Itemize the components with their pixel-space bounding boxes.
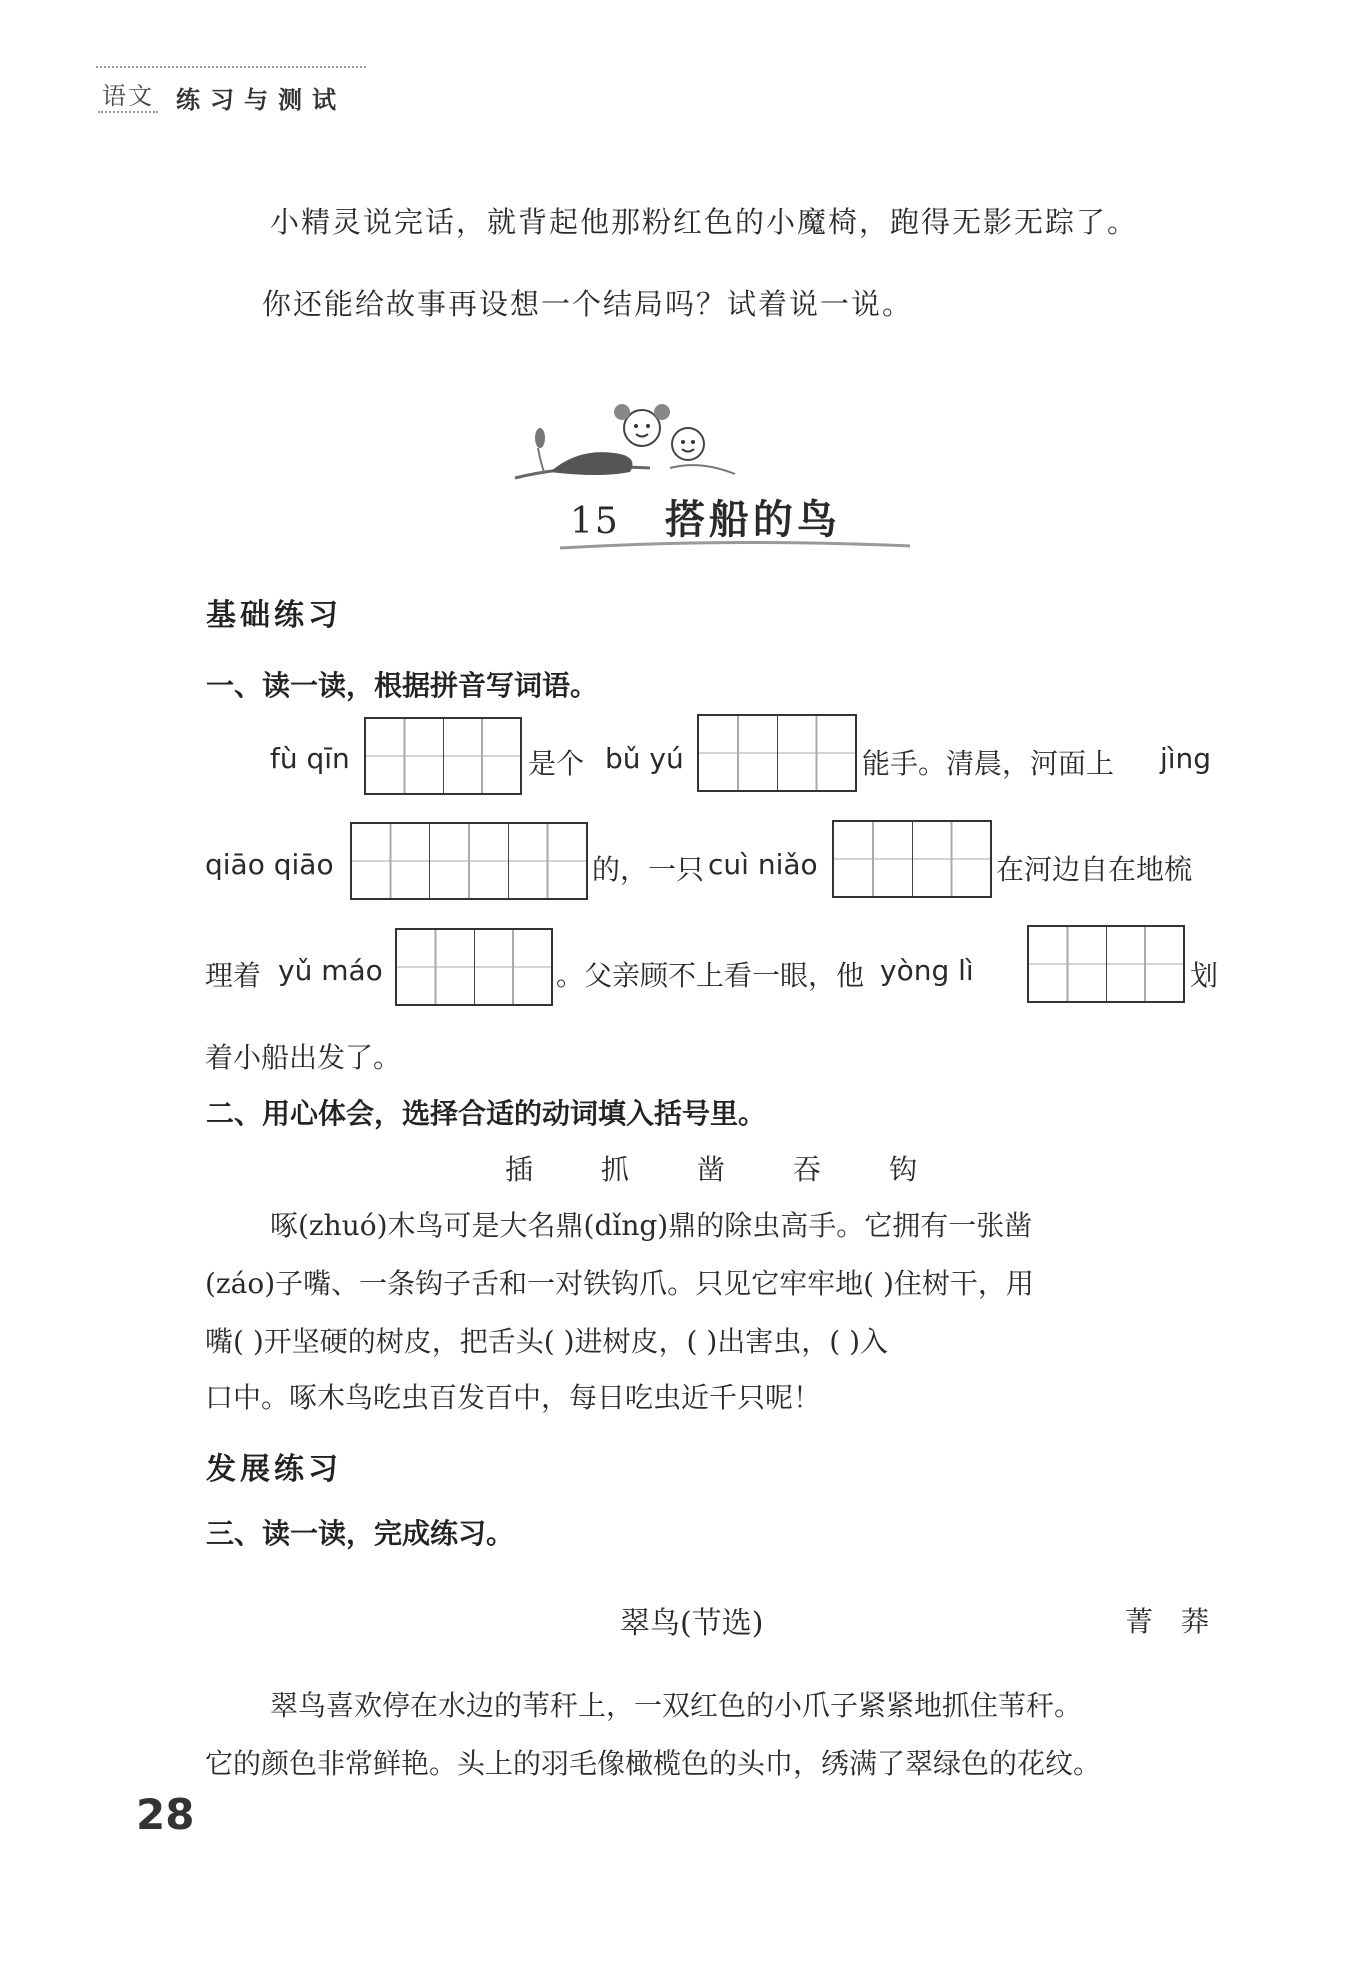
answer-box-cuiniao[interactable] — [832, 820, 992, 898]
book-title: 练习与测试 — [176, 86, 346, 114]
answer-box-buyu[interactable] — [697, 714, 857, 792]
verb-choice: 插 — [505, 1153, 534, 1186]
pinyin-jing: jìng — [1160, 742, 1212, 775]
pinyin-fuqin: fù qīn — [270, 742, 350, 775]
answer-box-qiaoqiao[interactable] — [350, 822, 588, 900]
pinyin-yongli: yòng lì — [880, 954, 974, 987]
text-fragment: 理着 — [205, 959, 262, 992]
section-basic-practice: 基础练习 — [206, 598, 342, 633]
article-line: 翠鸟喜欢停在水边的苇秆上，一双红色的小爪子紧紧地抓住苇秆。 — [270, 1689, 1083, 1722]
page-number: 28 — [136, 1790, 195, 1839]
lesson-title: 搭船的鸟 — [664, 497, 841, 543]
passage-line: 口中。啄木鸟吃虫百发百中，每日吃虫近千只呢！ — [205, 1381, 822, 1414]
passage-line: (záo)子嘴、一条钩子舌和一对铁钩爪。只见它牢牢地( )住树干，用 — [205, 1267, 1034, 1300]
pinyin-buyu: bǔ yú — [605, 742, 684, 775]
verb-choice: 钩 — [889, 1153, 918, 1186]
article-title: 翠鸟(节选) — [620, 1606, 764, 1641]
passage-line: 嘴( )开坚硬的树皮，把舌头( )进树皮，( )出害虫，( )入 — [205, 1325, 888, 1358]
article-author: 菁 莽 — [1125, 1605, 1210, 1638]
verb-choice: 凿 — [697, 1153, 726, 1186]
title-underline-brush — [560, 538, 910, 554]
question-2-title: 二、用心体会，选择合适的动词填入括号里。 — [206, 1097, 767, 1130]
children-illustration-icon — [510, 398, 740, 490]
answer-box-yumao[interactable] — [395, 928, 553, 1006]
text-fragment: 着小船出发了。 — [205, 1041, 402, 1074]
text-fragment: 在河边自在地梳 — [996, 853, 1193, 886]
verb-choices — [505, 1148, 917, 1188]
verb-choice: 抓 — [601, 1153, 630, 1186]
text-fragment: 是个 — [528, 747, 585, 780]
text-fragment: 的，一只 — [592, 853, 705, 886]
question-1-title: 一、读一读，根据拼音写词语。 — [206, 669, 599, 702]
section-development-practice: 发展练习 — [206, 1452, 342, 1487]
article-line: 它的颜色非常鲜艳。头上的羽毛像橄榄色的头巾，绣满了翠绿色的花纹。 — [205, 1747, 1102, 1780]
text-fragment: 划 — [1190, 959, 1219, 992]
answer-box-fuqin[interactable] — [364, 717, 522, 795]
intro-line-2: 你还能给故事再设想一个结局吗？试着说一说。 — [262, 287, 914, 321]
answer-box-yongli[interactable] — [1027, 925, 1185, 1003]
intro-line-1: 小精灵说完话，就背起他那粉红色的小魔椅，跑得无影无踪了。 — [270, 205, 1139, 239]
lesson-number: 15 — [570, 501, 620, 542]
page-header — [96, 66, 366, 114]
pinyin-cuiniao: cuì niǎo — [708, 848, 818, 881]
text-fragment: 。父亲顾不上看一眼，他 — [556, 959, 865, 992]
question-3-title: 三、读一读，完成练习。 — [206, 1517, 515, 1550]
passage-line: 啄(zhuó)木鸟可是大名鼎(dǐng)鼎的除虫高手。它拥有一张凿 — [270, 1209, 1033, 1242]
verb-choice: 吞 — [793, 1153, 822, 1186]
pinyin-qiaoqiao: qiāo qiāo — [205, 848, 334, 881]
pinyin-yumao: yǔ máo — [278, 954, 383, 987]
lesson-heading — [570, 488, 841, 545]
subject-label: 语文 — [98, 76, 158, 113]
text-fragment: 能手。清晨，河面上 — [862, 747, 1115, 780]
